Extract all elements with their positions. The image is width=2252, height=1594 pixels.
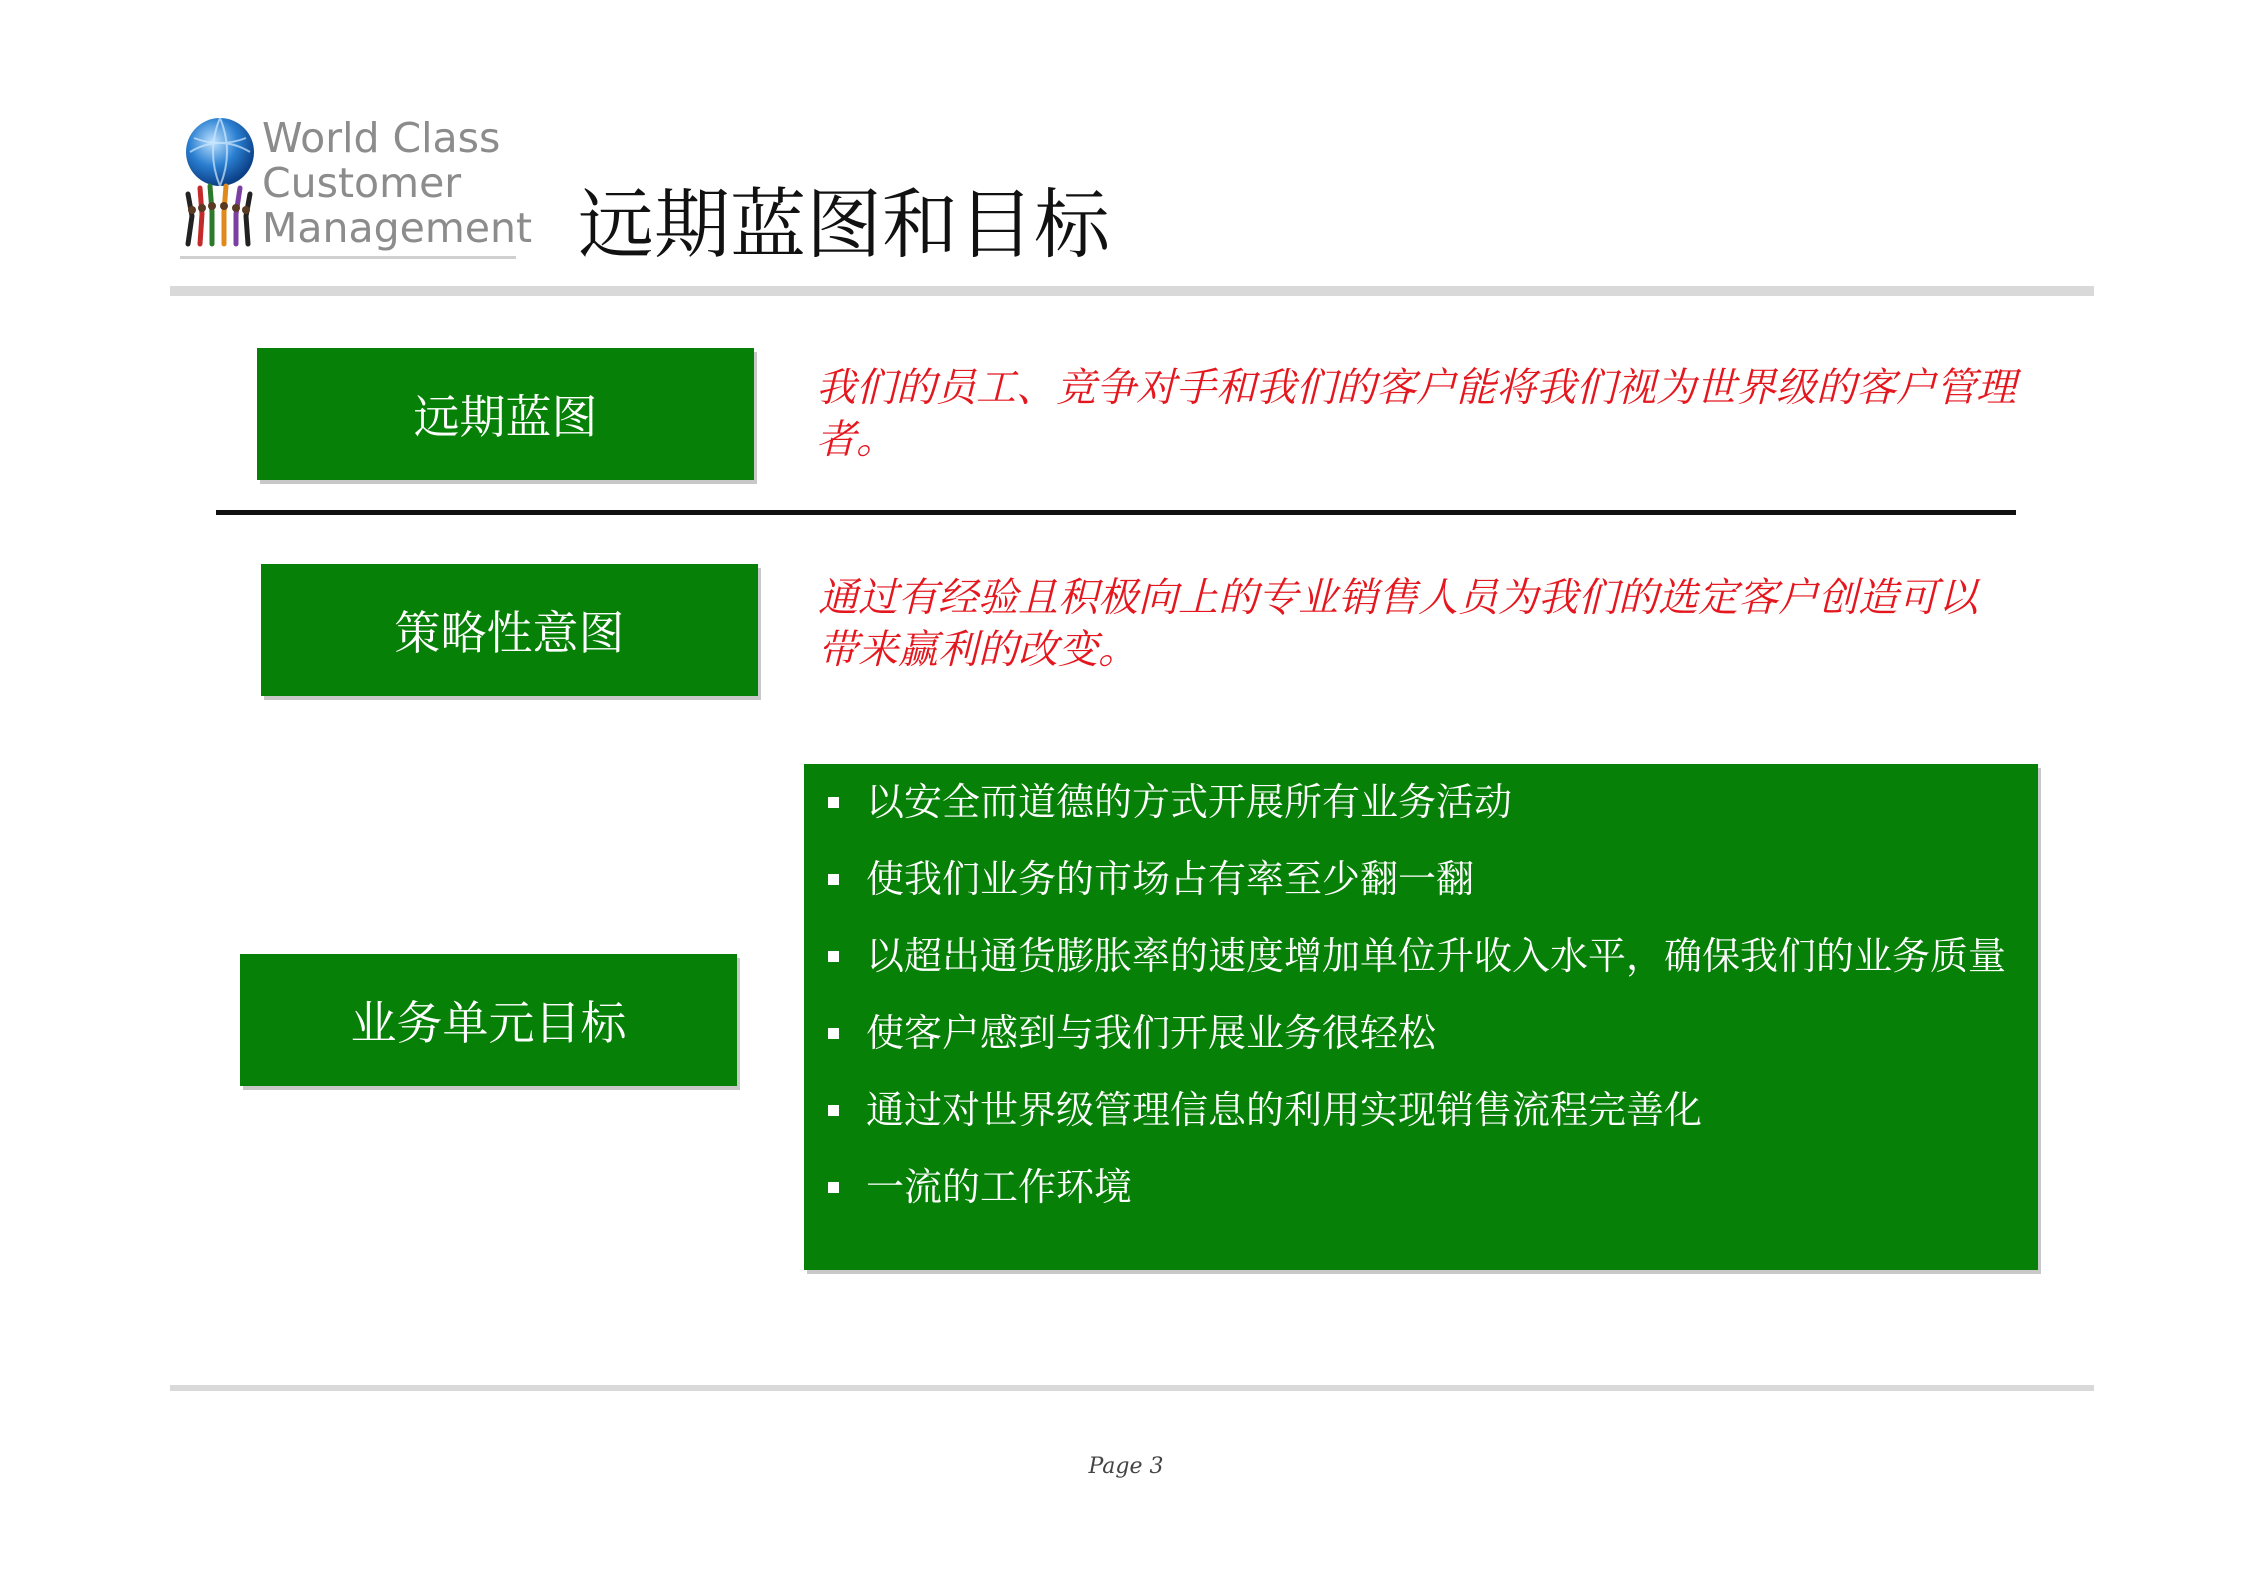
section-divider bbox=[216, 510, 2016, 515]
goal-text: 使客户感到与我们开展业务很轻松 bbox=[866, 1011, 1437, 1055]
intent-label-box bbox=[261, 564, 758, 696]
bullet-icon bbox=[828, 797, 839, 808]
goal-item bbox=[824, 1161, 2014, 1213]
company-logo bbox=[180, 112, 533, 262]
bullet-icon bbox=[828, 1028, 839, 1039]
goal-item bbox=[824, 1084, 2014, 1136]
top-divider bbox=[170, 286, 2094, 296]
intent-label: 策略性意图 bbox=[394, 606, 625, 660]
goal-item bbox=[824, 853, 2014, 905]
bullet-icon bbox=[828, 1182, 839, 1193]
bullet-icon bbox=[828, 874, 839, 885]
logo-line-1: World Class bbox=[262, 114, 501, 162]
goal-text: 一流的工作环境 bbox=[866, 1165, 1133, 1209]
vision-label-box bbox=[257, 348, 754, 480]
page-title: 远期蓝图和目标 bbox=[578, 180, 1110, 269]
goals-label-box bbox=[240, 954, 737, 1086]
goal-item bbox=[824, 776, 2014, 828]
goal-text: 以安全而道德的方式开展所有业务活动 bbox=[866, 780, 1513, 824]
vision-statement: 我们的员工、竞争对手和我们的客户能将我们视为世界级的客户管理者。 bbox=[816, 365, 2016, 463]
bottom-divider bbox=[170, 1385, 2094, 1391]
vision-label: 远期蓝图 bbox=[413, 390, 598, 444]
bullet-icon bbox=[828, 1105, 839, 1116]
goal-item bbox=[824, 1007, 2014, 1059]
intent-statement: 通过有经验且积极向上的专业销售人员为我们的选定客户创造可以带来赢利的改变。 bbox=[818, 575, 1978, 673]
goals-list-box bbox=[804, 764, 2038, 1270]
logo-line-2: Customer bbox=[262, 159, 462, 207]
goals-list bbox=[824, 776, 2014, 1213]
logo-wordmark bbox=[262, 116, 532, 251]
goal-text: 通过对世界级管理信息的利用实现销售流程完善化 bbox=[866, 1088, 1703, 1132]
globe-people-icon bbox=[180, 112, 260, 252]
goal-item bbox=[824, 930, 2014, 982]
logo-underline bbox=[180, 256, 516, 259]
goal-text: 以超出通货膨胀率的速度增加单位升收入水平，确保我们的业务质量 bbox=[866, 934, 2007, 978]
goal-text: 使我们业务的市场占有率至少翻一翻 bbox=[866, 857, 1475, 901]
goals-label: 业务单元目标 bbox=[350, 996, 627, 1050]
logo-line-3: Management bbox=[262, 204, 533, 252]
page-number: Page 3 bbox=[1088, 1454, 1164, 1479]
bullet-icon bbox=[828, 951, 839, 962]
